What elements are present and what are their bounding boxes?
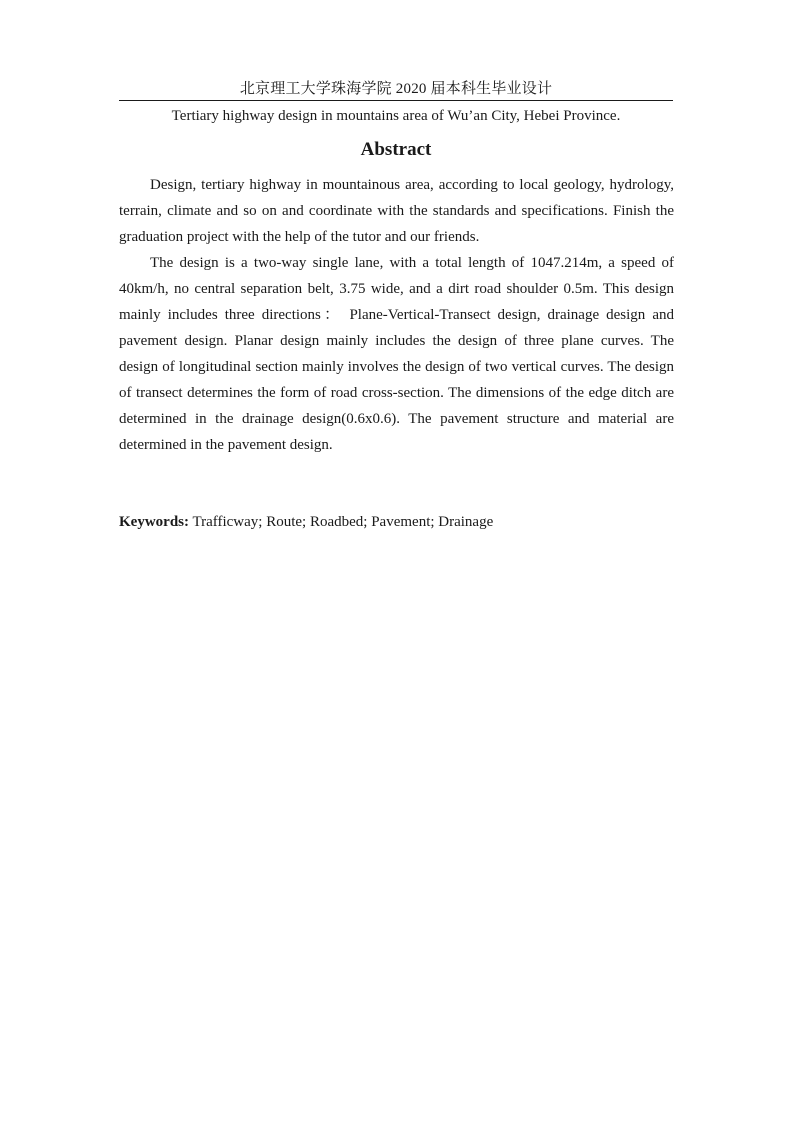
header-rule (119, 100, 673, 101)
keywords-line (119, 511, 674, 533)
abstract-paragraph-2: The design is a two-way single lane, with a total length of 1047.214m, a speed of 40km/h, no central separation belt, 3.75 wide, and a dirt road shoulder 0.5m. This design mainly includes three directions： Plane-Vertical-Transect design, drainage design and pavement design. Planar design mainly includes the design of three plane curves. The design of longitudinal section mainly involves the design of two vertical curves. The design of transect determines the form of road cross-section. The dimensions of the edge ditch are determined in the drainage design(0.6x0.6). The pavement structure and material are determined in the pavement design. (119, 255, 674, 453)
abstract-paragraph-1: Design, tertiary highway in mountainous area, according to local geology, hydrology, terrain, climate and so on and coordinate with the standards and specifications. Finish the graduation project with the help of the tutor and our friends. (119, 177, 674, 245)
thesis-title: Tertiary highway design in mountains area of Wu’an City, Hebei Province. (171, 108, 621, 124)
abstract-heading: Abstract (360, 139, 432, 160)
keywords-label: Keywords: (119, 514, 189, 530)
abstract-body (119, 172, 674, 458)
keywords-text: Trafficway; Route; Roadbed; Pavement; Drainage (189, 514, 494, 530)
running-header: 北京理工大学珠海学院 2020 届本科生毕业设计 (239, 81, 553, 97)
